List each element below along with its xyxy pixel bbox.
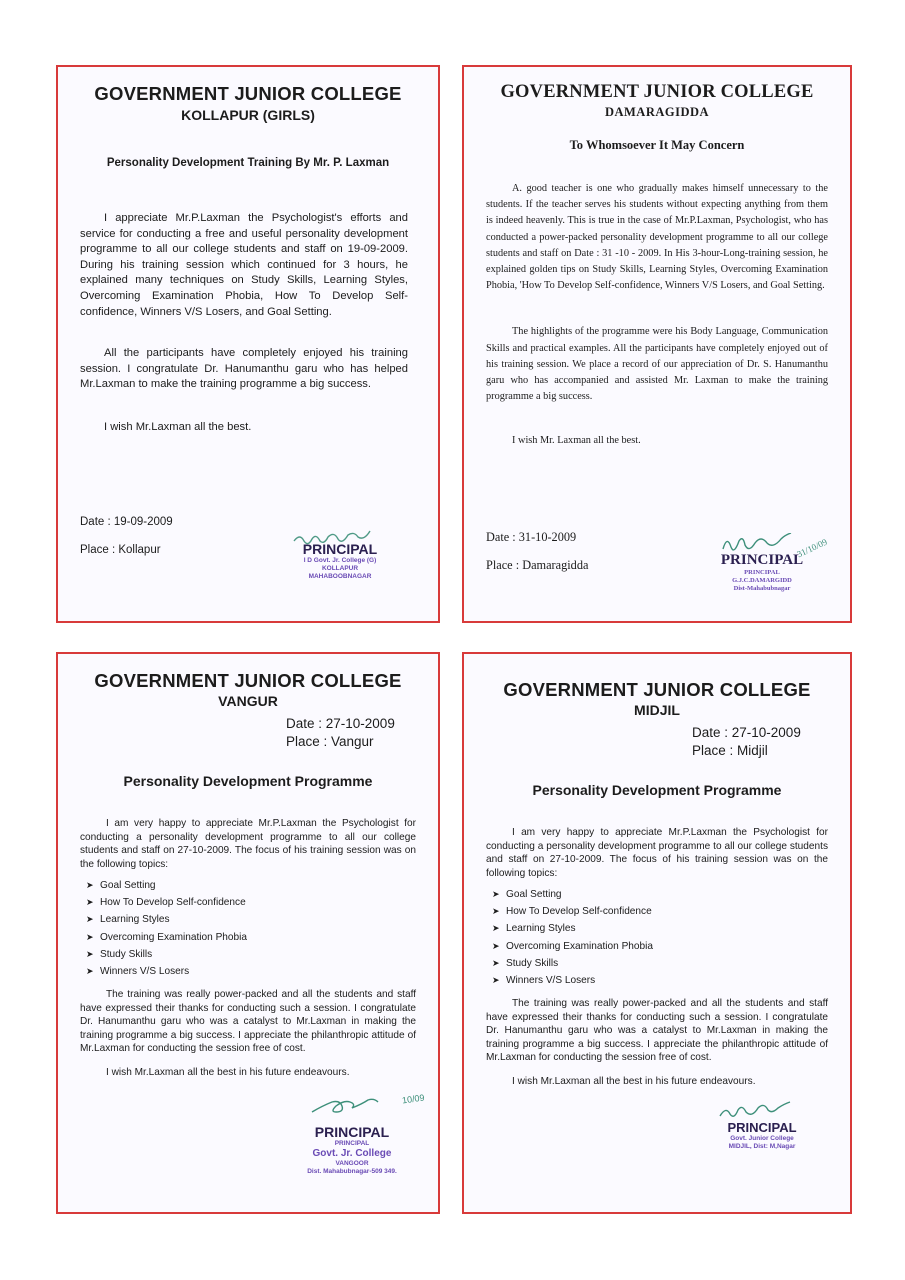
principal-stamp [702, 1120, 822, 1151]
signature-date: 31/10/09 [795, 536, 829, 560]
arrow-bullet-icon: ➤ [86, 966, 94, 977]
college-title: GOVERNMENT JUNIOR COLLEGE [94, 83, 402, 104]
letter-damaragidda [462, 65, 852, 623]
paragraph-3: I wish Mr.Laxman all the best. [104, 420, 252, 433]
college-location: KOLLAPUR (GIRLS) [181, 107, 315, 123]
list-item: ➤ Learning Styles [86, 911, 416, 928]
stamp-line: MAHABOOBNAGAR [308, 573, 372, 580]
paragraph-3: I wish Mr.Laxman all the best in his future endeavours. [512, 1075, 756, 1087]
stamp-line: VANGOOR [335, 1160, 369, 1167]
stamp-line: MIDJIL, Dist: M,Nagar [728, 1143, 796, 1150]
signature-icon [716, 1100, 796, 1122]
signature-date: 10/09 [401, 1092, 426, 1106]
college-location: DAMARAGIDDA [604, 105, 710, 119]
letter-midjil [462, 652, 852, 1214]
stamp-line: Dist-Mahabubnagar [733, 585, 791, 592]
topic-list [80, 877, 416, 980]
paragraph-1: A. good teacher is one who gradually makes himself unnecessary to the students. If the teacher serves his students without expecting anything from them is indeed heavenly. This is true in the case of Mr.P.Laxman, Psychologist, who has conducted a power-packed personality development programme to all our college students and staff on Date : 31 -10 - 2009. In His 3-hour-Long-training session, he explained golden tips on Study Skills, Learning Styles, Overcoming Examination Phobia, 'How To Develop Self-confidence, Winners V/S Losers, and Goal Setting. [486, 183, 828, 292]
letter-topic: Personality Development Programme [532, 782, 782, 798]
letter-vangur [56, 652, 440, 1214]
arrow-bullet-icon: ➤ [492, 940, 500, 951]
arrow-bullet-icon: ➤ [86, 880, 94, 890]
letter-place: Place : Midjil [692, 743, 768, 758]
college-title: GOVERNMENT JUNIOR COLLEGE [500, 82, 814, 102]
letter-date: Date : 27-10-2009 [692, 725, 801, 740]
list-item: ➤ Study Skills [492, 955, 828, 972]
paragraph-1: I am very happy to appreciate Mr.P.Laxman the Psychologist for conducting a personality development programme to all our college students and staff on 27-10-2009. The focus of his training session was on the following topics: [80, 818, 416, 870]
paragraph-1: I am very happy to appreciate Mr.P.Laxman the Psychologist for conducting a personality development programme to all our college students and staff on 27-10-2009. The focus of his training session was on the following topics: [486, 827, 828, 879]
topic-list [486, 886, 828, 989]
paragraph-2: All the participants have completely enjoyed his training session. I congratulate Dr. Hanumanthu garu who has helped Mr.Laxman to make the training programme a big success. [80, 347, 408, 391]
list-item: ➤ Study Skills [86, 946, 416, 963]
paragraph-2: The highlights of the programme were his Body Language, Communication Skills and practical examples. All the participants have completely enjoyed out of his training session. We place a record of our appreciation of Dr. S. Hanumanthu garu who has accompanied and assisted Mr. Laxman to make the training programme a big success. [486, 326, 828, 403]
principal-stamp [272, 1124, 432, 1176]
principal-stamp [702, 552, 822, 593]
letter-date: Date : 27-10-2009 [286, 716, 395, 731]
letter-place: Place : Vangur [286, 734, 374, 749]
arrow-bullet-icon: ➤ [86, 948, 94, 959]
arrow-bullet-icon: ➤ [492, 906, 500, 917]
list-item: ➤ How To Develop Self-confidence [86, 894, 416, 911]
arrow-bullet-icon: ➤ [492, 889, 500, 899]
principal-stamp [280, 541, 400, 581]
paragraph-1: I appreciate Mr.P.Laxman the Psychologist's efforts and service for conducting a free and useful personality development programme to all our college students and staff on 19-09-2009. During his training session which continued for 3 hours, he explained many techniques on Study Skills, Learning Styles, Overcoming Examination Phobia, How To Develop Self-confidence, Winners V/S Losers, and Goal Setting. [80, 212, 408, 318]
stamp-title: PRINCIPAL [720, 552, 804, 568]
list-item: ➤ How To Develop Self-confidence [492, 903, 828, 920]
stamp-title: PRINCIPAL [314, 1124, 390, 1140]
paragraph-2: The training was really power-packed and all the students and staff have expressed their thanks for conducting such a session. I congratulate Dr. Hanumanthu garu who was a catalyst to Mr.Laxman in making the training programme a big success. I appreciate the philanthropic attitude of Mr.Laxman for conducting the session free of cost. [80, 989, 416, 1055]
stamp-line: KOLLAPUR [321, 565, 359, 572]
paragraph-2: The training was really power-packed and all the students and staff have expressed their thanks for conducting such a session. I congratulate Dr. Hanumanthu garu who was a catalyst to Mr.Laxman in making the training programme a big success. I appreciate the philanthropic attitude of Mr.Laxman for conducting the session free of cost. [486, 998, 828, 1064]
arrow-bullet-icon: ➤ [492, 975, 500, 986]
list-item: ➤ Overcoming Examination Phobia [492, 938, 828, 955]
letter-topic: Personality Development Training By Mr. P. Laxman [106, 157, 390, 169]
stamp-line: PRINCIPAL [744, 569, 780, 576]
stamp-title: PRINCIPAL [727, 1120, 797, 1135]
list-item: ➤ Goal Setting [492, 886, 828, 903]
stamp-line: G.J.C.DAMARGIDD [732, 577, 792, 584]
letter-date: Date : 31-10-2009 [486, 530, 577, 544]
letter-date: Date : 19-09-2009 [80, 516, 173, 528]
stamp-title: PRINCIPAL [302, 541, 378, 557]
list-item: ➤ Winners V/S Losers [86, 963, 416, 980]
stamp-line: Govt. Jr. College [312, 1148, 392, 1159]
letter-topic: Personality Development Programme [123, 773, 373, 789]
letter-topic: To Whomsoever It May Concern [569, 138, 745, 152]
college-title: GOVERNMENT JUNIOR COLLEGE [94, 670, 402, 691]
letter-kollapur [56, 65, 440, 623]
letter-place: Place : Kollapur [80, 544, 161, 556]
paragraph-3: I wish Mr.Laxman all the best in his future endeavours. [106, 1066, 350, 1078]
stamp-line: Dist. Mahabubnagar-509 349. [307, 1168, 397, 1175]
arrow-bullet-icon: ➤ [86, 914, 94, 925]
signature-icon [308, 1092, 398, 1120]
list-item: ➤ Goal Setting [86, 877, 416, 894]
stamp-line: PRINCIPAL [334, 1140, 370, 1147]
college-location: MIDJIL [634, 702, 680, 718]
list-item: ➤ Overcoming Examination Phobia [86, 929, 416, 946]
list-item: ➤ Learning Styles [492, 920, 828, 937]
stamp-line: Govt. Junior College [730, 1135, 794, 1142]
letter-place: Place : Damaragidda [486, 558, 589, 572]
college-location: VANGUR [218, 693, 278, 709]
arrow-bullet-icon: ➤ [86, 931, 94, 942]
arrow-bullet-icon: ➤ [492, 957, 500, 968]
arrow-bullet-icon: ➤ [86, 897, 94, 908]
paragraph-3: I wish Mr. Laxman all the best. [512, 435, 641, 447]
college-title: GOVERNMENT JUNIOR COLLEGE [503, 679, 811, 700]
stamp-line: I D Govt. Jr. College (G) [303, 557, 377, 564]
list-item: ➤ Winners V/S Losers [492, 972, 828, 989]
arrow-bullet-icon: ➤ [492, 923, 500, 934]
